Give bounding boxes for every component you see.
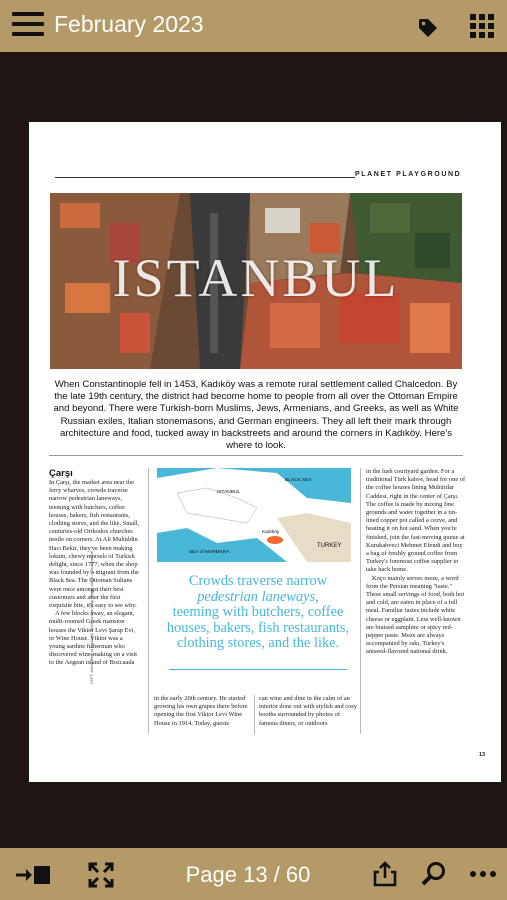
column-1-text-b: A few blocks away, an elegant, multi-roomed Greek mansion houses the Viktor Levi Şarap Evi, or Wine House. Viktor was a young sardine fisherman who discovered wine-making on a visit to the Aegean island of Bozcaada (49, 610, 138, 667)
map-label-black-sea: BLACK SEA (285, 478, 312, 483)
jump-to-page-icon[interactable] (16, 864, 52, 886)
intro-rule (49, 455, 463, 456)
map-label-marmara: SEA of MARMARA (189, 550, 230, 555)
more-icon[interactable] (469, 870, 497, 878)
fullscreen-icon[interactable] (88, 862, 114, 888)
hero-title: ISTANBUL (112, 248, 400, 308)
pull-quote (161, 574, 355, 652)
pull-quote-line-1: Crowds traverse narrow (188, 573, 328, 589)
photo-credit: LEFT: Aerial view of Kadıköy. Photo credit: Map: Elena Maps / Shutterstock (89, 551, 94, 684)
column-2: in the early 20th century. He started growing his own grapes there before opening the first Viktor Levi Wine House in 1914. Today, guests (154, 695, 248, 727)
section-kicker: PLANET PLAYGROUND (355, 171, 462, 178)
map-label-kadikoy: Kadıköy (262, 530, 280, 535)
section-heading: Çarşı (49, 468, 73, 479)
top-bar (0, 0, 507, 52)
hero-image (50, 193, 462, 369)
column-divider (254, 695, 255, 735)
grid-icon[interactable] (470, 14, 494, 38)
kicker-rule (55, 177, 355, 178)
column-divider (360, 468, 361, 734)
column-1 (49, 468, 140, 668)
column-divider (148, 468, 149, 734)
share-icon[interactable] (372, 861, 398, 887)
tag-icon[interactable] (417, 17, 439, 39)
page-indicator[interactable]: Page 13 / 60 (185, 862, 311, 887)
map-label-istanbul: ISTANBUL (217, 490, 241, 495)
issue-title: February 2023 (54, 11, 204, 37)
column-4 (366, 468, 466, 657)
column-4-text: in the lush courtyard garden. For a traditional Türk kahve, head for one of the coffee houses lining Muhürdar Caddesi, right in the center of Çarşı. The coffee is made by mixing fine grounds and water together in a tin-lined copper pot called a cezve, and heating it on hot sand. When you're finished, join the fast-moving queue at Kurukahveci Mehmet Efendi and buy a bag of freshly ground coffee from Turkey's foremost coffee supplier to take back home. (366, 468, 466, 574)
pull-quote-line-3: teeming with butchers, coffee houses, bakers, fish restaurants, clothing stores, and the like. (166, 604, 350, 651)
search-icon[interactable] (421, 861, 447, 887)
map-label-turkey: TURKEY (317, 543, 342, 549)
magazine-page[interactable] (29, 122, 501, 782)
column-1-text: In Çarşı, the market area near the ferry wharves, crowds traverse narrow pedestrian laneways, teeming with butchers, coffee houses, bakers, fish restaurants, clothing stores, and the like. Small, centuries-old Orthodox churches nestle on corners. At Ali Muhiddin Hacı Bekir, they've been making lokum, chewy morsels of Turkish delight, since 1777, when the shop was founded by a migrant from the Black Sea. The Ottoman Sultans were once amongst their best customers and after the first exquisite bite, it's easy to see why. (49, 479, 140, 610)
hamburger-menu-icon[interactable] (12, 12, 44, 40)
pull-quote-line-2: pedestrian laneways, (197, 588, 319, 605)
intro-paragraph: When Constantinople fell in 1453, Kadıköy was a remote rural settlement called Chalcedon. By the late 19th century, the district had become home to people from all over the Ottoman Empire and beyond. There were Turkish-born Muslims, Jews, Armenians, and Greeks, as well as White Russian exiles, Italian stonemasons, and German engineers. They all left their mark through architecture and food, tucked away in backstreets and around the corners in Kadıköy. Here's where to look. (53, 379, 459, 452)
pull-quote-rule (169, 669, 347, 670)
location-map (157, 468, 351, 562)
column-4-text-b: Koço mainly serves meze, a word from the Persian meaning "taste." These small servings of food, both hot and cold, are eaten in place of a full meal. Familiar tastes include white cheese or eggplant. Less well-known are braised samphire or spicy red-pepper paste. Meze are always accompanied by rakı, Turkey's aniseed-flavored national drink. (366, 574, 465, 656)
page-number: 13 (479, 752, 486, 758)
column-3: can wine and dine in the calm of an interior done out with stylish and cosy booths surrounded by photos of famous diners, or outdoors (259, 695, 357, 727)
